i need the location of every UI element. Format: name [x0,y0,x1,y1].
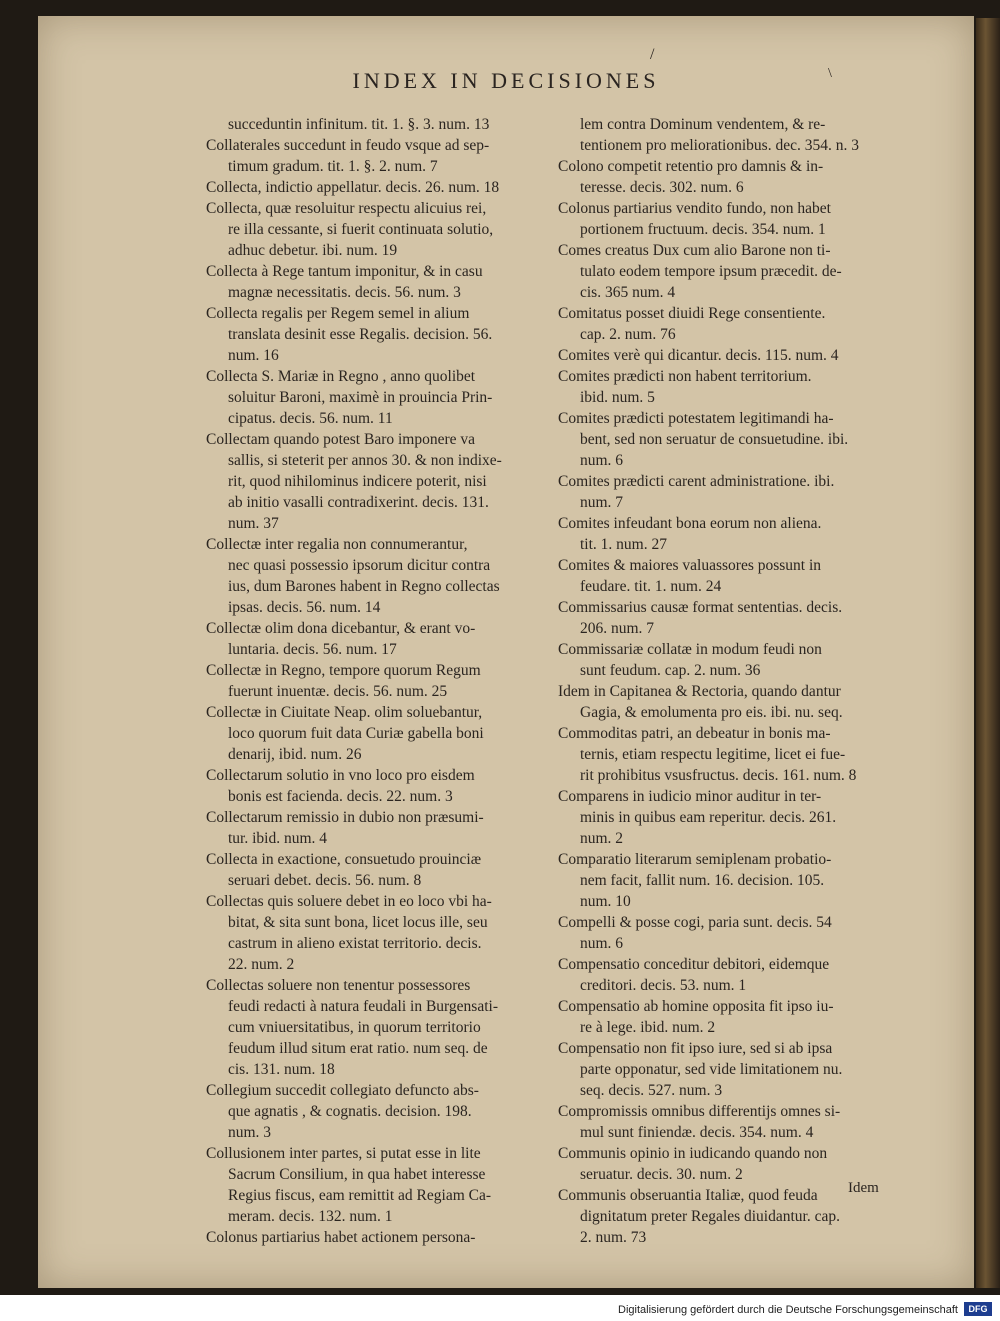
entry-line: Compensatio conceditur debitori, eidemque [558,956,830,973]
entry-line: Collecta regalis per Regem semel in alium [206,305,470,322]
entry-line: que agnatis , & cognatis. decision. 198. [228,1103,472,1120]
index-entry [558,1038,898,1101]
entry-line: bent, sed non seruatur de consuetudine. ibi. [580,431,849,448]
entry-line: Commissariæ collatæ in modum feudi non [558,641,822,658]
entry-line: Comparens in iudicio minor auditur in ter- [558,788,822,805]
entry-line: Colono competit retentio pro damnis & in- [558,158,824,175]
entry-line: nem facit, fallit num. 16. decision. 105. [580,872,825,889]
index-entry [558,597,898,639]
right-column [558,114,898,1248]
entry-line: feudi redacti à natura feudali in Burgensati- [228,998,498,1015]
entry-line: luntaria. decis. 56. num. 17 [228,641,397,658]
entry-line: nec quasi possessio ipsorum dicitur contra [228,557,491,574]
entry-line: seruatur. decis. 30. num. 2 [580,1166,743,1183]
index-entry [206,429,578,534]
footer-credit: Digitalisierung gefördert durch die Deutsche Forschungsgemeinschaft [618,1304,958,1316]
entry-line: Regius fiscus, eam remittit ad Regiam Ca- [228,1187,492,1204]
index-entry [206,891,578,975]
entry-line: fuerunt inuentæ. decis. 56. num. 25 [228,683,448,700]
index-entry [206,198,578,261]
entry-line: Comites prædicti non habent territorium. [558,368,812,385]
index-entry [206,135,578,177]
index-entry [206,702,578,765]
entry-line: ipsas. decis. 56. num. 14 [228,599,381,616]
book-page [38,16,974,1288]
index-entry [558,198,898,240]
entry-line: portionem fructuum. decis. 354. num. 1 [580,221,826,238]
entry-line: seruari debet. decis. 56. num. 8 [228,872,422,889]
entry-line: Collusionem inter partes, si putat esse in lite [206,1145,481,1162]
entry-line: num. 3 [228,1124,272,1141]
entry-line: num. 6 [580,935,624,952]
index-entry [558,345,898,366]
entry-line: Commoditas patri, an debeatur in bonis ma- [558,725,831,742]
entry-line: num. 7 [580,494,624,511]
entry-line: cis. 131. num. 18 [228,1061,335,1078]
entry-line: Sacrum Consilium, in qua habet interesse [228,1166,486,1183]
entry-line: cum vniuersitatibus, in quorum territorio [228,1019,481,1036]
entry-line: Collectæ olim dona dicebantur, & erant vo- [206,620,476,637]
index-entry [558,786,898,849]
index-entry [206,114,578,135]
entry-line: parte opponatur, sed vide limitationem nu. [580,1061,843,1078]
entry-line: Colonus partiarius habet actionem persona- [206,1229,476,1246]
entry-line: 2. num. 73 [580,1229,647,1246]
index-entry [558,639,898,681]
index-entry [206,660,578,702]
entry-line: translata desinit esse Regalis. decision. 56. [228,326,493,343]
index-entry [558,1185,898,1248]
entry-line: Comites & maiores valuassores possunt in [558,557,822,574]
entry-line: num. 10 [580,893,631,910]
entry-line: bonis est facienda. decis. 22. num. 3 [228,788,453,805]
entry-line: 206. num. 7 [580,620,655,637]
catchword: Idem [848,1180,879,1196]
index-entry [558,912,898,954]
index-entry [206,975,578,1080]
entry-line: Colonus partiarius vendito fundo, non habet [558,200,831,217]
entry-line: teresse. decis. 302. num. 6 [580,179,744,196]
index-entry [206,1143,578,1227]
index-entry [558,1101,898,1143]
entry-line: Commissarius causæ format sententias. decis. [558,599,843,616]
index-entry [558,114,898,156]
entry-line: Gagia, & emolumenta pro eis. ibi. nu. seq. [580,704,843,721]
entry-line: Collegium succedit collegiato defuncto abs- [206,1082,479,1099]
entry-line: Collectas quis soluere debet in eo loco vbi ha- [206,893,492,910]
entry-line: Collecta, indictio appellatur. decis. 26. num. 18 [206,179,500,196]
index-entry [558,303,898,345]
entry-line: succeduntin infinitum. tit. 1. §. 3. num. 13 [228,116,490,133]
entry-line: Collecta in exactione, consuetudo prouinciæ [206,851,482,868]
entry-line: adhuc debetur. ibi. num. 19 [228,242,398,259]
entry-line: Collectæ inter regalia non connumerantur, [206,536,468,553]
entry-line: feudare. tit. 1. num. 24 [580,578,722,595]
entry-line: Compelli & posse cogi, paria sunt. decis. 54 [558,914,832,931]
entry-line: loco quorum fuit data Curiæ gabella boni [228,725,484,742]
entry-line: magnæ necessitatis. decis. 56. num. 3 [228,284,461,301]
entry-line: lem contra Dominum vendentem, & re- [580,116,826,133]
entry-line: timum gradum. tit. 1. §. 2. num. 7 [228,158,438,175]
index-entry [558,240,898,303]
entry-line: Collectæ in Ciuitate Neap. olim soluebantur, [206,704,483,721]
entry-line: re illa cessante, si fuerit continuata solutio, [228,221,494,238]
page-edge [976,18,1000,1288]
entry-line: num. 2 [580,830,624,847]
entry-line: sunt feudum. cap. 2. num. 36 [580,662,761,679]
entry-line: Collectam quando potest Baro imponere va [206,431,476,448]
index-entry [206,261,578,303]
index-entry [558,681,898,723]
index-entry [206,1227,578,1248]
entry-line: bitat, & sita sunt bona, licet locus ille, seu [228,914,488,931]
page-mark-right: \ [828,66,832,81]
dfg-logo: DFG [964,1302,992,1316]
entry-line: Collaterales succedunt in feudo vsque ad sep- [206,137,490,154]
entry-line: Comites infeudant bona eorum non aliena. [558,515,822,532]
running-head: INDEX IN DECISIONES [352,68,660,93]
index-entry [206,303,578,366]
entry-line: ternis, etiam respectu legitime, licet ei fue- [580,746,846,763]
entry-line: num. 6 [580,452,624,469]
entry-line: ibid. num. 5 [580,389,655,406]
entry-line: Comites prædicti carent administratione. ibi. [558,473,835,490]
entry-line: Collectæ in Regno, tempore quorum Regum [206,662,481,679]
entry-line: re à lege. ibid. num. 2 [580,1019,716,1036]
entry-line: Comparatio literarum semiplenam probatio- [558,851,832,868]
index-entry [558,471,898,513]
entry-line: rit prohibitus vsusfructus. decis. 161. num. 8 [580,767,857,784]
entry-line: Compensatio non fit ipso iure, sed si ab ipsa [558,1040,833,1057]
entry-line: Collectarum solutio in vno loco pro eisdem [206,767,475,784]
entry-line: Comites prædicti potestatem legitimandi ha- [558,410,834,427]
index-entry [558,996,898,1038]
entry-line: feudum illud situm erat ratio. num seq. de [228,1040,488,1057]
entry-line: Comes creatus Dux cum alio Barone non ti- [558,242,831,259]
page-mark: / [650,46,655,63]
entry-line: tur. ibid. num. 4 [228,830,328,847]
index-entry [558,408,898,471]
index-entry [558,156,898,198]
entry-line: tentionem pro meliorationibus. dec. 354. n. 3 [580,137,859,154]
entry-line: 22. num. 2 [228,956,295,973]
index-entry [558,954,898,996]
entry-line: meram. decis. 132. num. 1 [228,1208,393,1225]
entry-line: Collecta S. Mariæ in Regno , anno quolibet [206,368,476,385]
entry-line: soluitur Baroni, maximè in prouincia Prin- [228,389,493,406]
index-entry [558,723,898,786]
entry-line: ius, dum Barones habent in Regno collectas [228,578,500,595]
entry-line: mul sunt finiendæ. decis. 354. num. 4 [580,1124,814,1141]
entry-line: cis. 365 num. 4 [580,284,676,301]
left-column [206,114,578,1248]
index-entry [206,765,578,807]
entry-line: num. 37 [228,515,279,532]
entry-line: ab initio vasalli contradixerint. decis. 131. [228,494,489,511]
entry-line: Communis obseruantia Italiæ, quod feuda [558,1187,818,1204]
index-entry [558,555,898,597]
entry-line: rit, quod nihilominus indicere poterit, nisi [228,473,487,490]
entry-line: Collecta à Rege tantum imponitur, & in casu [206,263,483,280]
entry-line: Comites verè qui dicantur. decis. 115. num. 4 [558,347,839,364]
entry-line: dignitatum preter Regales diuidantur. cap. [580,1208,840,1225]
entry-line: tit. 1. num. 27 [580,536,667,553]
entry-line: seq. decis. 527. num. 3 [580,1082,723,1099]
entry-line: cipatus. decis. 56. num. 11 [228,410,393,427]
entry-line: cap. 2. num. 76 [580,326,676,343]
index-entry [206,807,578,849]
entry-line: denarij, ibid. num. 26 [228,746,362,763]
entry-line: Collecta, quæ resoluitur respectu alicuius rei, [206,200,487,217]
index-entry [558,513,898,555]
entry-line: Compensatio ab homine opposita fit ipso iu- [558,998,834,1015]
entry-line: Idem in Capitanea & Rectoria, quando dantur [558,683,841,700]
index-entry [206,1080,578,1143]
index-entry [558,849,898,912]
index-entry [206,618,578,660]
entry-line: minis in quibus eam reperitur. decis. 261. [580,809,837,826]
index-entry [558,1143,898,1185]
entry-line: tulato eodem tempore ipsum præcedit. de- [580,263,842,280]
entry-line: Collectarum remissio in dubio non præsumi- [206,809,484,826]
index-entry [206,177,578,198]
index-entry [206,366,578,429]
entry-line: Collectas soluere non tenentur possessores [206,977,471,994]
index-entry [206,534,578,618]
entry-line: Compromissis omnibus differentijs omnes si- [558,1103,841,1120]
entry-line: Communis opinio in iudicando quando non [558,1145,828,1162]
entry-line: creditori. decis. 53. num. 1 [580,977,747,994]
entry-line: sallis, si steterit per annos 30. & non indixe- [228,452,502,469]
entry-line: num. 16 [228,347,279,364]
index-entry [206,849,578,891]
entry-line: castrum in alieno existat territorio. decis. [228,935,482,952]
entry-line: Comitatus posset diuidi Rege consentiente. [558,305,826,322]
index-entry [558,366,898,408]
